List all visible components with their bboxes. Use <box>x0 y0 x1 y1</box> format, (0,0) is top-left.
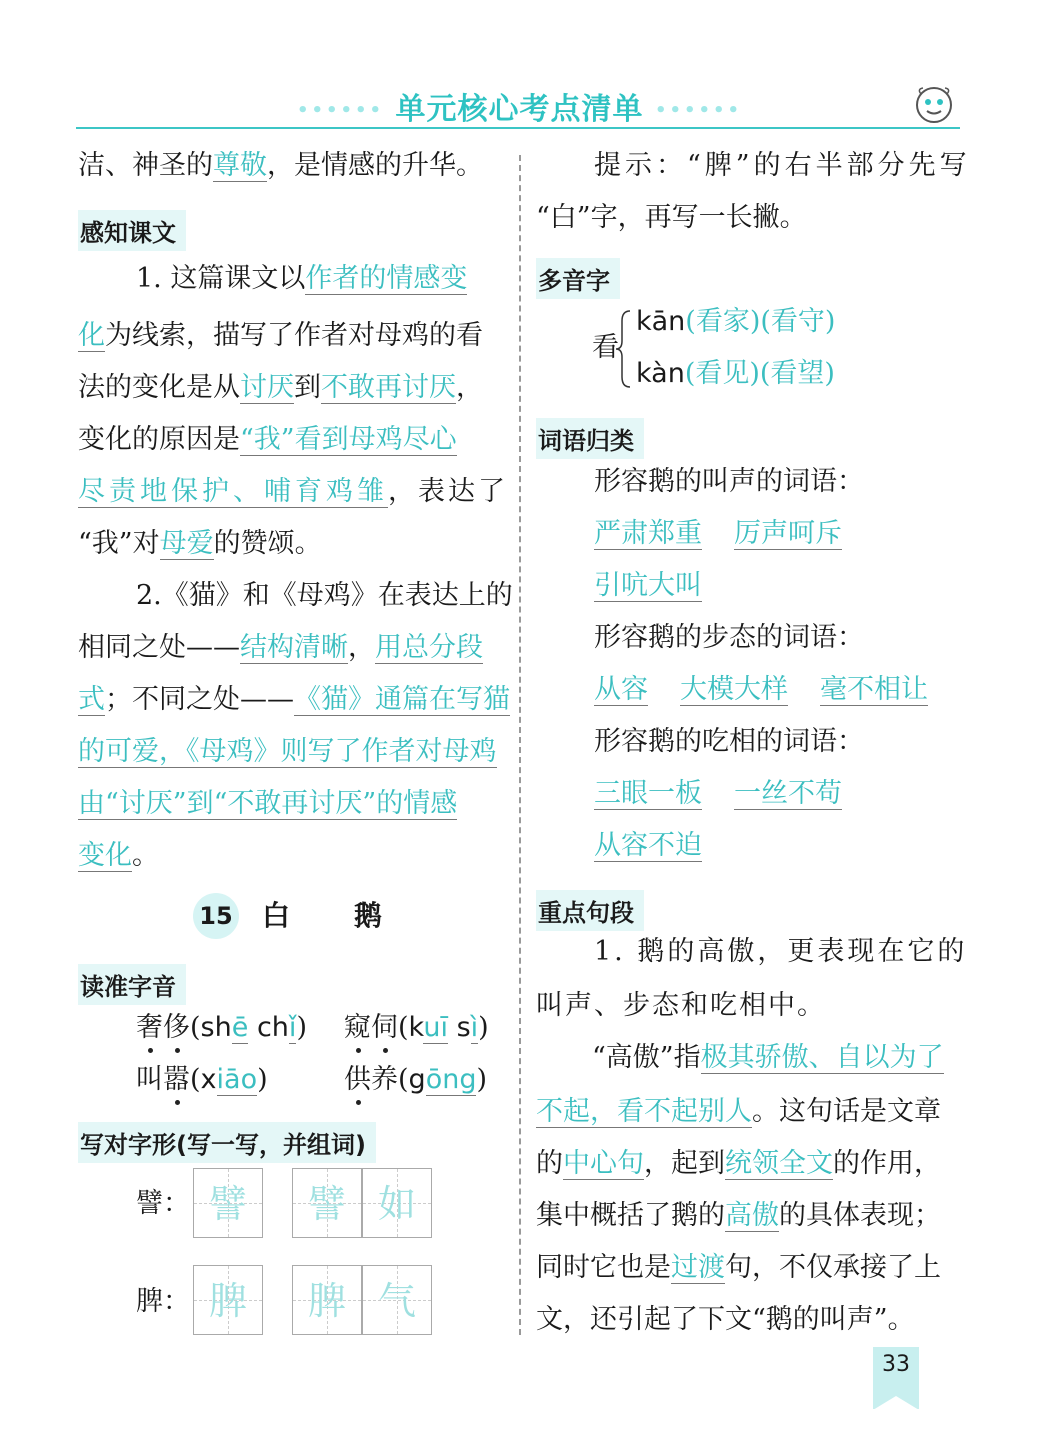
text: 为线索，描写了作者对母鸡的看 <box>105 320 483 351</box>
text: 同时它也是 <box>536 1252 671 1283</box>
grid-char: 气 <box>377 1279 416 1323</box>
key-line2: 叫声、步态和吃相中。 <box>536 990 826 1021</box>
lesson-number-badge: 15 <box>193 893 239 939</box>
text: ) <box>257 1064 268 1095</box>
answer-word: 从容 <box>594 674 648 705</box>
header-rule <box>76 127 960 129</box>
answer-blank: 中心句 <box>563 1148 644 1179</box>
p1-line4 <box>78 414 457 466</box>
pinyin: g <box>408 1064 426 1095</box>
writing-grid <box>292 1265 362 1335</box>
poly-reading-1 <box>636 296 835 348</box>
text: ( <box>190 1012 201 1043</box>
pinyin: k <box>408 1012 424 1043</box>
pinyin-answer: ē <box>231 1012 249 1043</box>
writing-grid <box>292 1168 362 1238</box>
pinyin: ch <box>256 1012 289 1043</box>
pinyin-answer: ì <box>470 1012 479 1043</box>
write-label-1: 譬： <box>136 1188 190 1219</box>
pron-item-1 <box>136 1002 307 1054</box>
text: 法的变化是从 <box>78 372 240 403</box>
pron-item-2 <box>344 1002 489 1054</box>
face-logo-icon <box>913 84 955 126</box>
text: ( <box>190 1064 201 1095</box>
p2-line5 <box>78 778 457 830</box>
answer-word: 从容不迫 <box>594 830 702 861</box>
writing-grid <box>193 1168 263 1238</box>
words-group1-row2 <box>594 560 702 612</box>
text: 的具体表现； <box>779 1200 941 1231</box>
pinyin-answer: ǐ <box>288 1012 297 1043</box>
answer-blank: “我”看到母鸡尽心 <box>240 424 457 455</box>
words-group1-row1 <box>594 508 842 560</box>
text: ) <box>476 1064 488 1095</box>
p2-line6 <box>78 830 159 882</box>
answer-blank: 不起，看不起别人 <box>536 1096 752 1127</box>
grid-char: 譬 <box>208 1182 247 1226</box>
writing-grid <box>362 1265 432 1335</box>
text: ) <box>296 1012 307 1043</box>
dotted-char: 窥 <box>344 1012 371 1043</box>
section-word-class: 词语归类 <box>536 418 644 459</box>
pinyin-answer: iāo <box>216 1064 258 1095</box>
p2-line2 <box>78 622 483 674</box>
text: 。 <box>132 840 159 871</box>
dotted-char: 供 <box>344 1064 371 1095</box>
answer-word: 大模大样 <box>680 674 788 705</box>
answer-blank: 尽责地保护、哺育鸡雏 <box>78 476 388 507</box>
text: 相同之处—— <box>78 632 240 663</box>
section-key-sentences: 重点句段 <box>536 890 644 931</box>
answer-blank: 统领全文 <box>725 1148 833 1179</box>
plain-char: 养 <box>371 1064 398 1095</box>
p1-line5 <box>78 466 508 518</box>
dotted-char: 伺 <box>371 1012 398 1043</box>
answer-blank: 变化 <box>78 840 132 871</box>
answer-words: (看家)(看守) <box>685 306 836 337</box>
answer-blank: 由“讨厌”到“不敢再讨厌”的情感 <box>78 788 458 819</box>
page-number: 33 <box>882 1352 910 1377</box>
writing-grid <box>362 1168 432 1238</box>
poly-reading-2 <box>636 348 835 400</box>
text: 的 <box>536 1148 563 1179</box>
words-group2-row1 <box>594 664 928 716</box>
header-dots-left: •••••• <box>297 100 385 121</box>
answer-blank: 用总分段 <box>375 632 483 663</box>
answer-blank: 式 <box>78 684 105 715</box>
answer-blank: 作者的情感变 <box>305 263 468 294</box>
grid-char: 譬 <box>307 1182 346 1226</box>
text: 集中概括了鹅的 <box>536 1200 725 1231</box>
answer-blank: 高傲 <box>725 1200 779 1231</box>
pinyin: sh <box>200 1012 232 1043</box>
brace-icon <box>614 309 632 389</box>
key-line1: 1. 鹅的高傲，更表现在它的 <box>594 936 968 967</box>
text: 句，不仅承接了上 <box>725 1252 941 1283</box>
page-header-title <box>0 84 1039 128</box>
text: ，表达了 <box>388 476 508 507</box>
dotted-char: 奢 <box>136 1012 163 1043</box>
dotted-char: 侈 <box>163 1012 190 1043</box>
write-label-2: 脾： <box>136 1286 190 1317</box>
answer-blank: 尊敬 <box>213 150 267 181</box>
answer-blank: 的可爱，《母鸡》则写了作者对母鸡 <box>78 736 497 767</box>
pinyin-answer: uī <box>423 1012 448 1043</box>
hint-line2: “白”字，再写一长撇。 <box>536 202 807 233</box>
answer-blank: 结构清晰 <box>240 632 348 663</box>
p2-line4 <box>78 726 497 778</box>
text: 的赞颂。 <box>213 528 322 559</box>
text: 到 <box>294 372 321 403</box>
poly-char: 看 <box>592 332 619 363</box>
pron-item-3 <box>136 1054 268 1106</box>
answer-word: 一丝不苟 <box>734 778 842 809</box>
key-line5 <box>536 1138 941 1190</box>
words-group2-title: 形容鹅的步态的词语： <box>594 622 864 653</box>
section-write-chars: 写对字形(写一写，并组词) <box>78 1122 376 1163</box>
pinyin: kān <box>636 306 686 337</box>
answer-blank: 过渡 <box>671 1252 725 1283</box>
p2-line3 <box>78 674 510 726</box>
text: ，起到 <box>644 1148 725 1179</box>
text: ( <box>398 1064 409 1095</box>
key-line8: 文，还引起了下文“鹅的叫声”。 <box>536 1304 915 1335</box>
column-divider <box>519 155 521 1335</box>
answer-blank: 《猫》通篇在写猫 <box>294 684 510 715</box>
lesson-title-char-2: 鹅 <box>354 899 383 932</box>
section-polyphonic: 多音字 <box>536 258 620 299</box>
grid-char: 脾 <box>307 1279 346 1323</box>
pinyin: s <box>456 1012 471 1043</box>
header-dots-right: •••••• <box>654 100 742 121</box>
key-line4 <box>536 1086 941 1138</box>
key-line3 <box>592 1032 944 1084</box>
hint-line1: 提示：“脾”的右半部分先写 <box>594 150 971 181</box>
answer-word: 毫不相让 <box>820 674 928 705</box>
text: ，是情感的升华。 <box>267 150 483 181</box>
text: ( <box>398 1012 409 1043</box>
words-group3-title: 形容鹅的吃相的词语： <box>594 726 864 757</box>
pinyin: kàn <box>636 358 685 389</box>
p1-line2 <box>78 310 483 362</box>
p1-line3 <box>78 362 483 414</box>
words-group3-row2 <box>594 820 702 872</box>
text: ， <box>456 372 483 403</box>
answer-blank: 讨厌 <box>240 372 294 403</box>
pron-item-4 <box>344 1054 487 1106</box>
grid-char: 如 <box>377 1182 416 1226</box>
answer-words: (看见)(看望) <box>684 358 835 389</box>
answer-blank: 不敢再讨厌 <box>321 372 456 403</box>
header-title-text: 单元核心考点清单 <box>395 92 644 127</box>
text: ；不同之处—— <box>105 684 294 715</box>
text: 洁、神圣的 <box>78 150 213 181</box>
words-group1-title: 形容鹅的叫声的词语： <box>594 466 864 497</box>
text: 1. 这篇课文以 <box>136 263 306 294</box>
p1-line6 <box>78 518 322 570</box>
grid-char: 脾 <box>208 1279 247 1323</box>
answer-blank: 化 <box>78 320 105 351</box>
section-perceive-text: 感知课文 <box>78 210 186 251</box>
text: 变化的原因是 <box>78 424 240 455</box>
p1-line1 <box>136 253 467 305</box>
text: ， <box>348 632 375 663</box>
intro-line <box>78 140 483 192</box>
answer-word: 厉声呵斥 <box>734 518 842 549</box>
answer-blank: 母爱 <box>159 528 214 559</box>
words-group3-row1 <box>594 768 842 820</box>
text: “我”对 <box>78 528 160 559</box>
pinyin-space <box>248 1012 257 1043</box>
p2-line1: 2.《猫》和《母鸡》在表达上的 <box>136 580 513 611</box>
dotted-char: 嚣 <box>163 1064 190 1095</box>
pinyin: x <box>200 1064 217 1095</box>
pinyin-space <box>448 1012 457 1043</box>
answer-word: 三眼一板 <box>594 778 702 809</box>
text: 。这句话是文章 <box>752 1096 941 1127</box>
writing-grid <box>193 1265 263 1335</box>
plain-char: 叫 <box>136 1064 163 1095</box>
answer-word: 严肃郑重 <box>594 518 702 549</box>
text: “高傲”指 <box>592 1042 701 1073</box>
text: ) <box>478 1012 489 1043</box>
key-line6 <box>536 1190 941 1242</box>
answer-blank: 极其骄傲、自以为了 <box>700 1042 944 1073</box>
text: 的作用， <box>833 1148 941 1179</box>
key-line7 <box>536 1242 941 1294</box>
pinyin-answer: ōng <box>425 1064 477 1095</box>
lesson-title-char-1: 白 <box>262 899 291 932</box>
section-pronunciation: 读准字音 <box>78 964 186 1005</box>
answer-word: 引吭大叫 <box>594 570 702 601</box>
